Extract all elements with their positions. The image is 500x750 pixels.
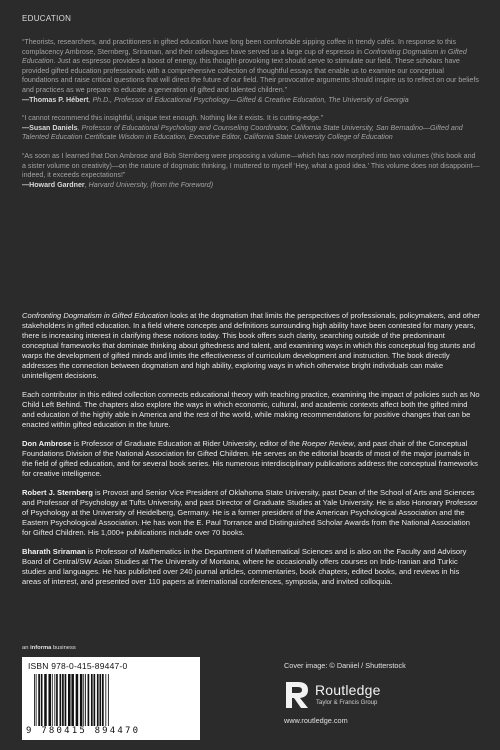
barcode-bar <box>102 674 104 726</box>
publisher-name: Routledge <box>315 682 381 698</box>
barcode-bar <box>44 674 47 726</box>
barcode-bars-icon <box>32 674 192 726</box>
cover-image-credit: Cover image: © Daniiel / Shutterstock <box>284 661 406 670</box>
barcode-digits: 9 780415 894470 <box>26 726 141 736</box>
barcode-bar <box>38 674 40 726</box>
endorsement-quote: “Theorists, researchers, and practitioners in gifted education have long been comfortable sipping coffee in trendy cafés. In response to this complacency Ambrose, Sternberg, Sriraman, and their colleagues have served us a large cup of espresso in Confronting Dogmatism in Gifted Education. Just as espresso provides a boost of energy, this thought-provoking text should serve to stimulate our field. These scholars have provided gifted education professionals with a comprehensive collection of thoughtful essays that enable us to examine our conceptual foundations and raise critical questions that will direct the future of our field. Their provocative arguments should inspire us to reflect on our beliefs and practices as we prepare to educate a generation of gifted and talented children.” —Thomas P. Hébert, Ph.D., Professor of Educational Psychology—Gifted & Creative Education, The University of Georgia <box>22 38 479 104</box>
barcode <box>22 657 200 740</box>
isbn-label: ISBN 978-0-415-89447-0 <box>28 661 128 671</box>
endorsement-attribution: —Thomas P. Hébert, Ph.D., Professor of Educational Psychology—Gifted & Creative Education, The University of Georgia <box>22 95 409 104</box>
barcode-bar <box>48 674 51 726</box>
barcode-bar <box>76 674 79 726</box>
barcode-bar <box>36 674 37 726</box>
barcode-bar <box>34 674 35 726</box>
barcode-bar <box>83 674 84 726</box>
barcode-bar <box>65 674 67 726</box>
barcode-bar <box>105 674 106 726</box>
barcode-bar <box>80 674 83 726</box>
barcode-bar <box>85 674 86 726</box>
endorsement-quote: “I cannot recommend this insightful, unique text enough. Nothing like it exists. It is cutting-edge.” —Susan Daniels, Professor of Educational Psychology and Counseling Coordinator, California State University, San Bernadino—Gifted and Talented Education Certificate Wisdom in Education, Executive Editor, California State University College of Education <box>22 114 480 143</box>
barcode-bar <box>71 674 74 726</box>
barcode-bar <box>99 674 101 726</box>
barcode-bar <box>68 674 71 726</box>
barcode-bar <box>94 674 96 726</box>
barcode-bar <box>60 674 62 726</box>
barcode-bar <box>88 674 90 726</box>
routledge-logo-icon <box>283 680 311 710</box>
barcode-bar <box>54 674 55 726</box>
endorsement-attribution: —Susan Daniels, Professor of Educational Psychology and Counseling Coordinator, California State University, San Bernadino—Gifted and Talented Education Certificate Wisdom in Education, Executive Editor, California State University College of Education <box>22 123 463 142</box>
publisher-url[interactable]: www.routledge.com <box>284 716 348 725</box>
barcode-bar <box>97 674 99 726</box>
endorsements <box>22 38 480 199</box>
author-bio: Don Ambrose is Professor of Graduate Education at Rider University, editor of the Roeper Review, and past chair of the Conceptual Foundations Division of the National Association for Gifted Children. He serves on the editorial boards of most of the major journals in the field of gifted education, and for several book series. His numerous interdisciplinary publications address the conceptual frameworks for creative intelligence. <box>22 439 478 478</box>
barcode-bar <box>56 674 58 726</box>
barcode-bar <box>52 674 53 726</box>
endorsement-attribution: —Howard Gardner, Harvard University, (from the Foreword) <box>22 180 214 189</box>
endorsement-quote: “As soon as I learned that Don Ambrose and Bob Sternberg were proposing a volume—which has now morphed into two volumes (this book and a sister volume on creativity)—on the nature of dogmatic thinking, I muttered to myself ‘Hey, what a good idea.’ This volume does not disappoint—indeed, it exceeds expectations!” —Howard Gardner, Harvard University, (from the Foreword) <box>22 151 480 189</box>
author-bio: Robert J. Sternberg is Provost and Senior Vice President of Oklahoma State University, past Dean of the School of Arts and Sciences and Professor of Psychology at Tufts University, and past Director of Graduate Studies at Yale University. He is also Honorary Professor of Psychology at the University of Heidelberg, Germany. He is a former president of the American Psychological Association and the Eastern Psychological Association. He has won the E. Paul Torrance and Distinguished Scholar Awards from the National Association for Gifted Children. His 1,000+ publications include over 70 books. <box>22 488 478 537</box>
barcode-bar <box>62 674 64 726</box>
informa-business-tag: an informa business <box>22 645 76 651</box>
barcode-bar <box>108 674 109 726</box>
barcode-bar <box>41 674 43 726</box>
publisher-group: Taylor & Francis Group <box>316 700 378 706</box>
description-paragraph: Each contributor in this edited collection connects educational theory with teaching practice, examining the impact of policies such as No Child Left Behind. The chapters also explore the ways in which economic, cultural, and academic contexts affect both the gifted mind and education of the highly able in America and the rest of the world, while making recommendations for positive changes that can be enacted within gifted education in the future. <box>22 390 480 429</box>
description-paragraph: Confronting Dogmatism in Gifted Education looks at the dogmatism that limits the perspectives of professionals, policymakers, and other stakeholders in gifted education. In a field where concepts and definitions surrounding high ability have been contested for many years, there is increasing interest in clarifying these notions today. This book offers such clarity, searching outside of the predominant conceptual frameworks that dominate thinking about giftedness and talent, and examining ways in which this conceptual fog stunts and warps the development of gifted minds and limits the effectiveness of curriculum development and instruction. The book directly addresses the connection between dogmatism and high ability, exploring ways in which otherwise bright individuals can make unintelligent decisions. <box>22 311 480 380</box>
author-bio: Bharath Sriraman is Professor of Mathematics in the Department of Mathematical Sciences and is also on the Faculty and Advisory Board of Central/SW Asian Studies at The University of Montana, where he occasionally offers courses on Indo-Iranian and Turkic studies and languages. He has published over 240 journal articles, commentaries, book chapters, edited books, and reviews in his areas of interest, and presented over 110 papers at international conferences, symposia, and invited colloquia. <box>22 547 467 586</box>
category-label: EDUCATION <box>22 14 72 23</box>
barcode-bar <box>91 674 93 726</box>
book-description <box>22 311 480 596</box>
